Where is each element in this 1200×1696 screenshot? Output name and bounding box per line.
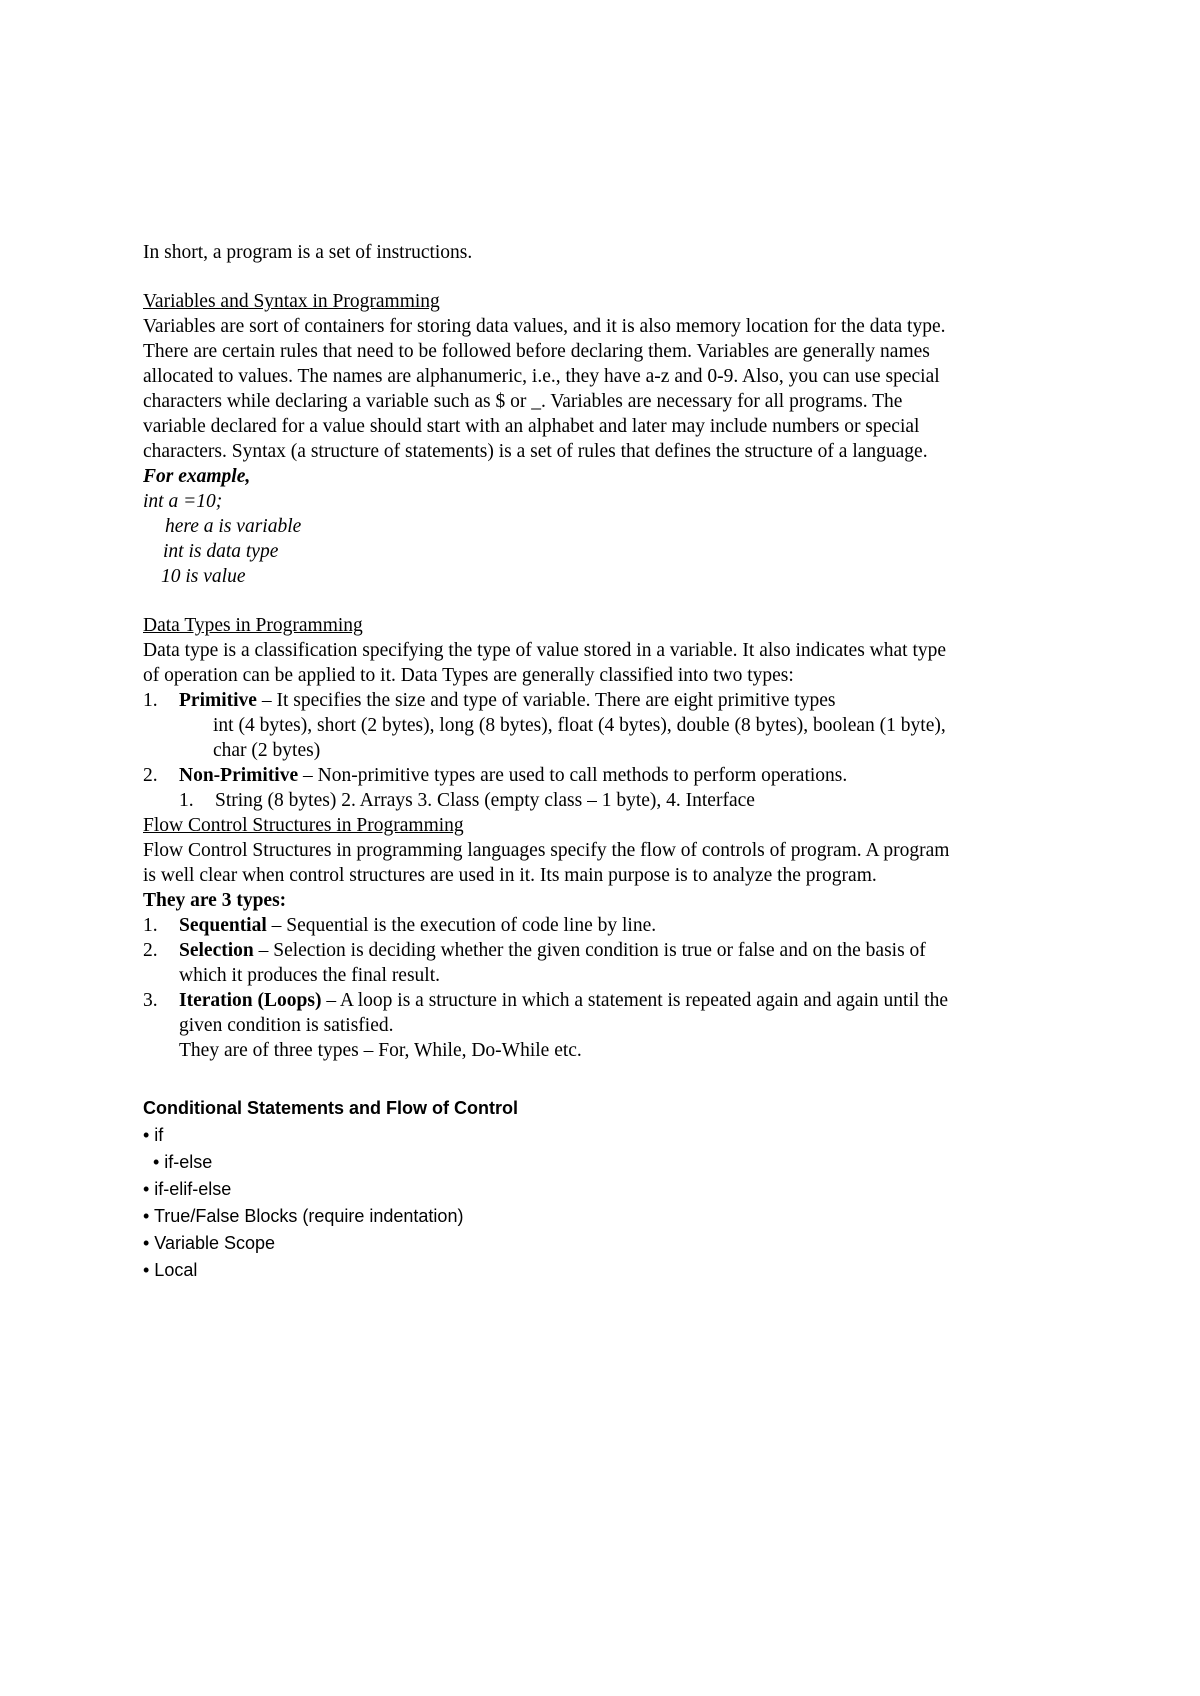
- list-number: 1.: [179, 790, 194, 811]
- list-number: 1.: [143, 915, 158, 936]
- flow-heading: Flow Control Structures in Programming: [143, 815, 464, 836]
- flow-types-label: They are 3 types:: [143, 890, 287, 911]
- list-subtext-line: String (8 bytes) 2. Arrays 3. Class (empty class – 1 byte), 4. Interface: [215, 790, 755, 811]
- list-term: Non-Primitive: [179, 765, 299, 786]
- bullet-item: • if-else: [148, 1152, 213, 1172]
- list-subtext-line: int (4 bytes), short (2 bytes), long (8 bytes), float (4 bytes), double (8 bytes), boolean (1 byte),: [213, 715, 946, 736]
- flow-line: Flow Control Structures in programming languages specify the flow of controls of program. A program: [143, 840, 950, 861]
- list-desc-line: which it produces the final result.: [179, 965, 441, 986]
- variables-line: allocated to values. The names are alphanumeric, i.e., they have a-z and 0-9. Also, you can use special: [143, 366, 940, 387]
- list-term: Primitive: [179, 690, 257, 711]
- intro-paragraph: In short, a program is a set of instructions.: [143, 242, 473, 263]
- list-term: Selection: [179, 940, 254, 961]
- variables-heading: Variables and Syntax in Programming: [143, 291, 440, 312]
- example-note: int is data type: [163, 541, 279, 562]
- list-desc: – Selection is deciding whether the given condition is true or false and on the basis of: [253, 940, 926, 961]
- list-item: [143, 938, 1083, 988]
- list-desc: – Non-primitive types are used to call methods to perform operations.: [298, 765, 848, 786]
- list-item: [143, 913, 1083, 938]
- document-body: [143, 240, 1083, 1284]
- datatypes-line: Data type is a classification specifying the type of value stored in a variable. It also indicates what type: [143, 640, 947, 661]
- bullet-item: • Local: [143, 1260, 198, 1280]
- list-term: Sequential: [179, 915, 267, 936]
- datatypes-line: of operation can be applied to it. Data Types are generally classified into two types:: [143, 665, 794, 686]
- list-subtext-line: char (2 bytes): [213, 740, 321, 761]
- flow-list: [143, 913, 1083, 1063]
- list-item: [143, 688, 1083, 713]
- list-number: 1.: [143, 690, 158, 711]
- conditional-heading: Conditional Statements and Flow of Control: [143, 1098, 518, 1118]
- list-term: Iteration (Loops): [179, 990, 322, 1011]
- example-note: here a is variable: [165, 516, 302, 537]
- variables-line: Variables are sort of containers for storing data values, and it is also memory location for the data type.: [143, 316, 946, 337]
- list-number: 3.: [143, 990, 158, 1011]
- bullet-item: • if-elif-else: [143, 1179, 232, 1199]
- bullet-item: • True/False Blocks (require indentation): [143, 1206, 464, 1226]
- variables-line: There are certain rules that need to be followed before declaring them. Variables are generally names: [143, 341, 930, 362]
- list-number: 2.: [143, 940, 158, 961]
- variables-line: characters while declaring a variable such as $ or _. Variables are necessary for all programs. The: [143, 391, 903, 412]
- example-note: 10 is value: [161, 566, 246, 587]
- list-subitem: [143, 788, 1083, 813]
- datatypes-heading: Data Types in Programming: [143, 615, 363, 636]
- list-number: 2.: [143, 765, 158, 786]
- example-label: For example,: [143, 466, 251, 487]
- list-desc-line: given condition is satisfied.: [179, 1015, 394, 1036]
- conditional-section: [143, 1095, 1083, 1284]
- list-item: [143, 763, 1083, 788]
- list-desc-line: They are of three types – For, While, Do-While etc.: [179, 1040, 582, 1061]
- list-subtext: [143, 713, 1083, 763]
- bullet-item: • if: [143, 1125, 164, 1145]
- bullet-item: • Variable Scope: [143, 1233, 276, 1253]
- list-desc: – Sequential is the execution of code line by line.: [266, 915, 657, 936]
- example-code: int a =10;: [143, 491, 223, 512]
- list-item: [143, 988, 1083, 1063]
- variables-line: characters. Syntax (a structure of statements) is a set of rules that defines the structure of a language.: [143, 441, 928, 462]
- datatypes-list: [143, 688, 1083, 813]
- list-desc: – It specifies the size and type of variable. There are eight primitive types: [256, 690, 836, 711]
- list-desc: – A loop is a structure in which a statement is repeated again and again until the: [321, 990, 948, 1011]
- flow-line: is well clear when control structures are used in it. Its main purpose is to analyze the program.: [143, 865, 877, 886]
- variables-line: variable declared for a value should start with an alphabet and later may include numbers or special: [143, 416, 920, 437]
